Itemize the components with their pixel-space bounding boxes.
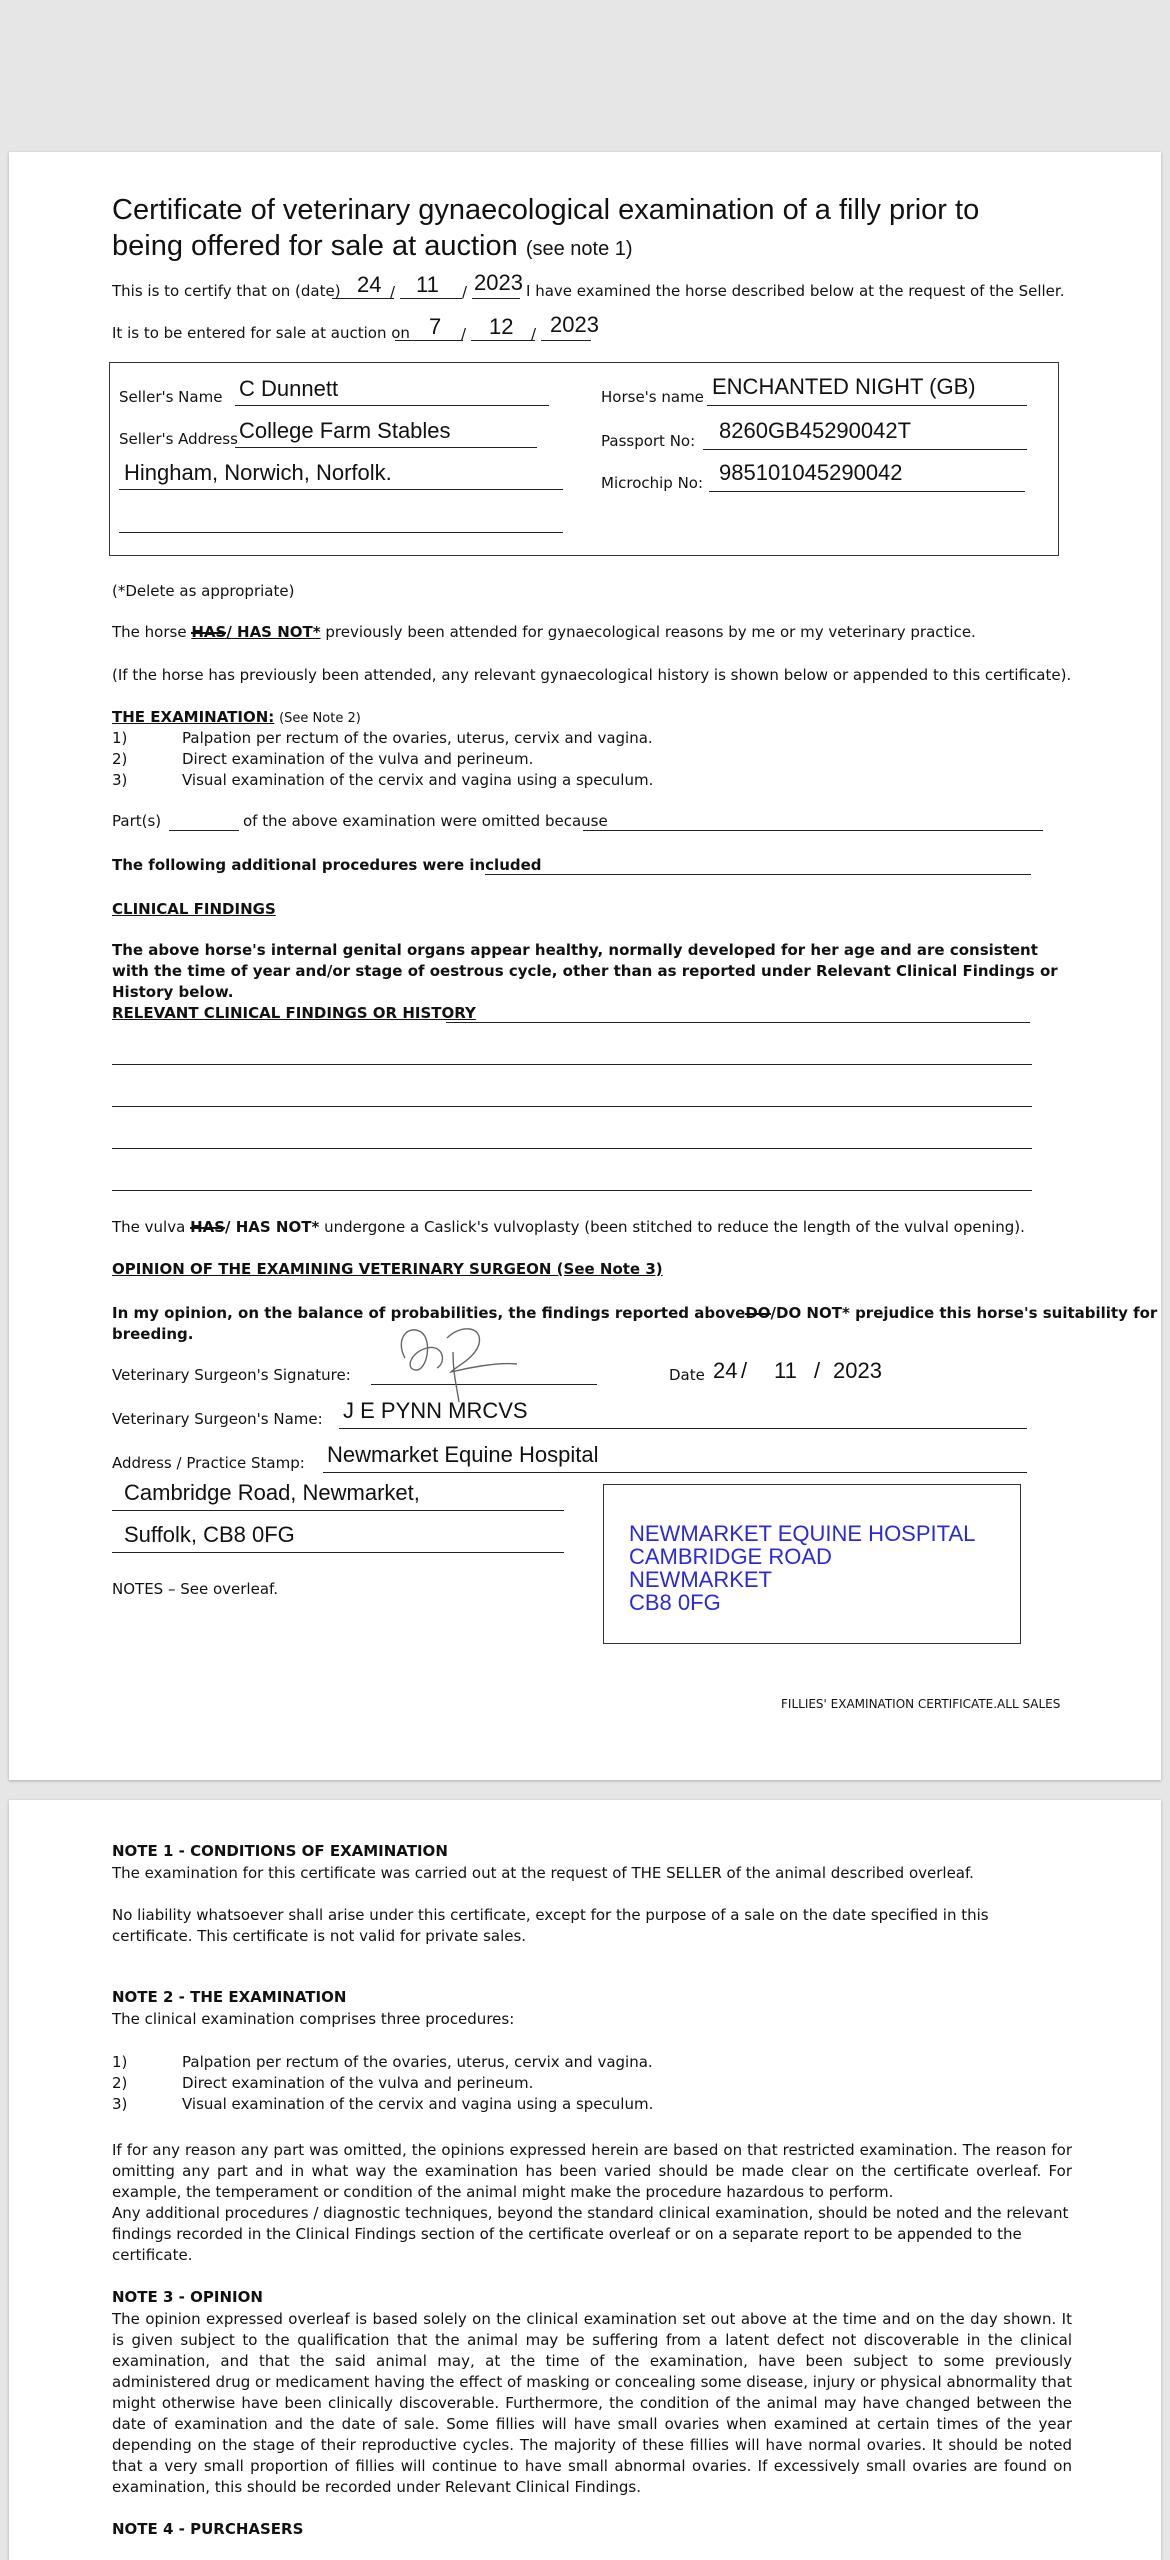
microchip-label: Microchip No: [601,474,704,492]
sign-date-year: 2023 [833,1358,882,1383]
note1-paragraph1: The examination for this certificate was carried out at the request of THE SELLER of the animal described overleaf. [112,1864,974,1882]
signature-label: Veterinary Surgeon's Signature: [112,1366,351,1384]
attended-statement: The horse HAS/ HAS NOT* previously been attended for gynaecological reasons by me or my veterinary practice. [112,623,976,641]
opinion-struck-option: DO [745,1304,771,1322]
parts-omitted-middle: of the above examination were omitted because [243,812,608,830]
delete-note: (*Delete as appropriate) [112,582,295,600]
attended-struck-option: HAS [191,623,227,641]
note2-paragraph2: Any additional procedures / diagnostic techniques, beyond the standard clinical examination, should be noted and the relevant findings recorded in the Clinical Findings section of the certificate overleaf or on a separate report to be appended to the certificate. [112,2204,1069,2264]
opinion-heading: OPINION OF THE EXAMINING VETERINARY SURGEON (See Note 3) [112,1260,663,1278]
page-title-line1: Certificate of veterinary gynaecological examination of a filly prior to [112,194,980,226]
clinical-findings-heading: CLINICAL FINDINGS [112,900,276,918]
title-note: (see note 1) [525,238,633,260]
sale-date-month: 12 [489,314,514,339]
sign-date-month: 11 [774,1358,797,1383]
passport-value: 8260GB45290042T [719,418,912,443]
seller-address-line1: College Farm Stables [239,418,451,443]
opinion-line2: breeding. [112,1325,194,1343]
sale-date-day: 7 [429,314,442,339]
sale-prefix: It is to be entered for sale at auction on [112,324,410,342]
practice-address-line2: Suffolk, CB8 0FG [124,1522,295,1547]
vet-name-label: Veterinary Surgeon's Name: [112,1410,323,1428]
practice-label: Address / Practice Stamp: [112,1454,305,1472]
opinion-statement: In my opinion, on the balance of probabilities, the findings reported aboveDO/DO NOT* prejudice this horse's suitability for [112,1304,1158,1322]
seller-name-value: C Dunnett [239,376,339,401]
notes-label: NOTES – See overleaf. [112,1580,278,1598]
note2-list [112,2052,653,2115]
sign-date-day: 24 [713,1358,738,1383]
list-item: 1) Palpation per rectum of the ovaries, uterus, cervix and vagina. [112,729,653,747]
list-item: 3) Visual examination of the cervix and vagina using a speculum. [112,2095,654,2113]
certificate-page-front: Certificate of veterinary gynaecological examination of a filly prior to being offered for sale at auction (see note 1) This is to certify that on (date) 24 / 11 / 2023 I have examined the horse described below at the request of the Seller. It is to be entered for sale at auction on 7 / 12 / 2023 Seller's Name C Dunnett Seller's Address College Farm Stables Hingham, Norwich, Norfolk. Horse's name ENCHANTED NIGHT (GB) Passport No: 8260GB45290042T Microchip No: 985101045290042 (*Delete as appropriate) The horse HAS/ HAS NOT* previously been attended for gynaecological reasons by me or my veterinary practice. (If the horse has previously been attended, any relevant gynaecological history is shown below or appended to this certificate). THE EXAMINATION: (See Note 2) 1) Palpation per rectum of the ovaries, uterus, cervix and vagina. 2) Direct examination of the vulva and perineum. 3) Visual examination of the cervix and vagina using a speculum. Part(s) of the above examination were omitted because The following additional procedures were included CLINICAL FINDINGS The above horse's internal genital organs appear healthy, normally developed for her age and are consistent with the time of year and/or stage of oestrous cycle, other than as reported under Relevant Clinical Findings or History below. RELEVANT CLINICAL FINDINGS OR HISTORY The vulva HAS/ HAS NOT* undergone a Caslick's vulvoplasty (been stitched to reduce the length of the vulval opening). OPINION OF THE EXAMINING VETERINARY SURGEON (See Note 3) In my opinion, on the balance of probabilities, the findings reported aboveDO/DO NOT* prejudice this horse's suitability for breeding. Veterinary Surgeon's Signature: Date 24 / 11 / 2023 Veterinary Surgeon's Name: J E PYNN MRCVS Address / Practice Stamp: Newmarket Equine Hospital Cambridge Road, Newmarket, Suffolk, CB8 0FG NOTES – See overleaf. NEWMARKET EQUINE HOSPITAL CAMBRIDGE ROAD NEWMARKET CB8 0FG FILLIES' EXAMINATION CERTIFICATE.ALL SALES [9,152,1161,1780]
note3-paragraph: The opinion expressed overleaf is based solely on the clinical examination set out above at the time and on the day shown. It is given subject to the qualification that the animal may be suffering from a latent defect not discoverable in the clinical examination, and that the said animal may, at the time of the examination, have been subject to some previously administered drug or medicament having the effect of masking or concealing some disease, injury or physical abnormality that might otherwise have been clinically discoverable. Furthermore, the condition of the animal may have changed between the date of examination and the date of sale. Some fillies will have small ovaries when examined at certain times of the year depending on the stage of their reproductive cycles. The majority of these fillies will have normal ovaries. It should be noted that a very small proportion of fillies will continue to have small abnormal ovaries. If excessively small ovaries are found on examination, this should be recorded under Relevant Clinical Findings. [112,2310,1072,2496]
practice-stamp: NEWMARKET EQUINE HOSPITAL CAMBRIDGE ROAD NEWMARKET CB8 0FG [629,1521,976,1615]
exam-date-month: 11 [416,272,439,297]
history-note: (If the horse has previously been attended, any relevant gynaecological history is shown below or appended to this certificate). [112,666,1072,684]
list-item: 1) Palpation per rectum of the ovaries, uterus, cervix and vagina. [112,2053,653,2071]
note1-heading: NOTE 1 - CONDITIONS OF EXAMINATION [112,1842,448,1860]
page-footer: FILLIES' EXAMINATION CERTIFICATE.ALL SALES [781,1697,1061,1711]
exam-heading: THE EXAMINATION: (See Note 2) [112,708,361,726]
note2-paragraph1: If for any reason any part was omitted, the opinions expressed herein are based on that restricted examination. The reason for omitting any part and in what way the examination has been varied should be made clear on the certificate overleaf. For example, the temperament or condition of the animal might make the procedure hazardous to perform. [112,2141,1072,2201]
exam-date-day: 24 [357,272,382,297]
note1-paragraph2: No liability whatsoever shall arise under this certificate, except for the purpose of a sale on the date specified in this certificate. This certificate is not valid for private sales. [112,1906,989,1945]
clinical-findings-text: The above horse's internal genital organs appear healthy, normally developed for her age and are consistent with the time of year and/or stage of oestrous cycle, other than as reported under Relevant Clinical Findings or History below. [112,941,1058,1001]
certify-prefix: This is to certify that on (date) [112,282,341,300]
practice-address-line1: Cambridge Road, Newmarket, [124,1480,420,1505]
list-item: 2) Direct examination of the vulva and perineum. [112,2074,534,2092]
date-label: Date [669,1366,705,1384]
parts-omitted-prefix: Part(s) [112,812,162,830]
vet-name-value: J E PYNN MRCVS [343,1398,528,1423]
vulva-struck-option: HAS [190,1218,226,1236]
relevant-findings-heading: RELEVANT CLINICAL FINDINGS OR HISTORY [112,1004,476,1022]
list-item: 2) Direct examination of the vulva and perineum. [112,750,534,768]
note2-intro: The clinical examination comprises three procedures: [112,2010,515,2028]
horse-name-value: ENCHANTED NIGHT (GB) [712,374,976,399]
exam-list [112,728,653,791]
sale-date-year: 2023 [550,312,599,337]
seller-name-label: Seller's Name [119,388,223,406]
note3-heading: NOTE 3 - OPINION [112,2288,263,2306]
additional-procedures-label: The following additional procedures were included [112,856,542,874]
vulva-statement: The vulva HAS/ HAS NOT* undergone a Caslick's vulvoplasty (been stitched to reduce the length of the vulval opening). [112,1218,1025,1236]
seller-address-label: Seller's Address [119,430,238,448]
certificate-page-back [9,1800,1161,2560]
passport-label: Passport No: [601,432,696,450]
practice-name-value: Newmarket Equine Hospital [327,1442,599,1467]
signature-scribble [387,1318,537,1408]
note4-heading: NOTE 4 - PURCHASERS [112,2520,304,2538]
page-title-line2: being offered for sale at auction [112,230,518,262]
microchip-value: 985101045290042 [719,460,903,485]
list-item: 3) Visual examination of the cervix and vagina using a speculum. [112,771,654,789]
horse-name-label: Horse's name [601,388,704,406]
certify-suffix: I have examined the horse described below at the request of the Seller. [526,282,1065,300]
note2-heading: NOTE 2 - THE EXAMINATION [112,1988,347,2006]
exam-date-year: 2023 [474,270,523,295]
seller-address-line2: Hingham, Norwich, Norfolk. [124,460,392,485]
